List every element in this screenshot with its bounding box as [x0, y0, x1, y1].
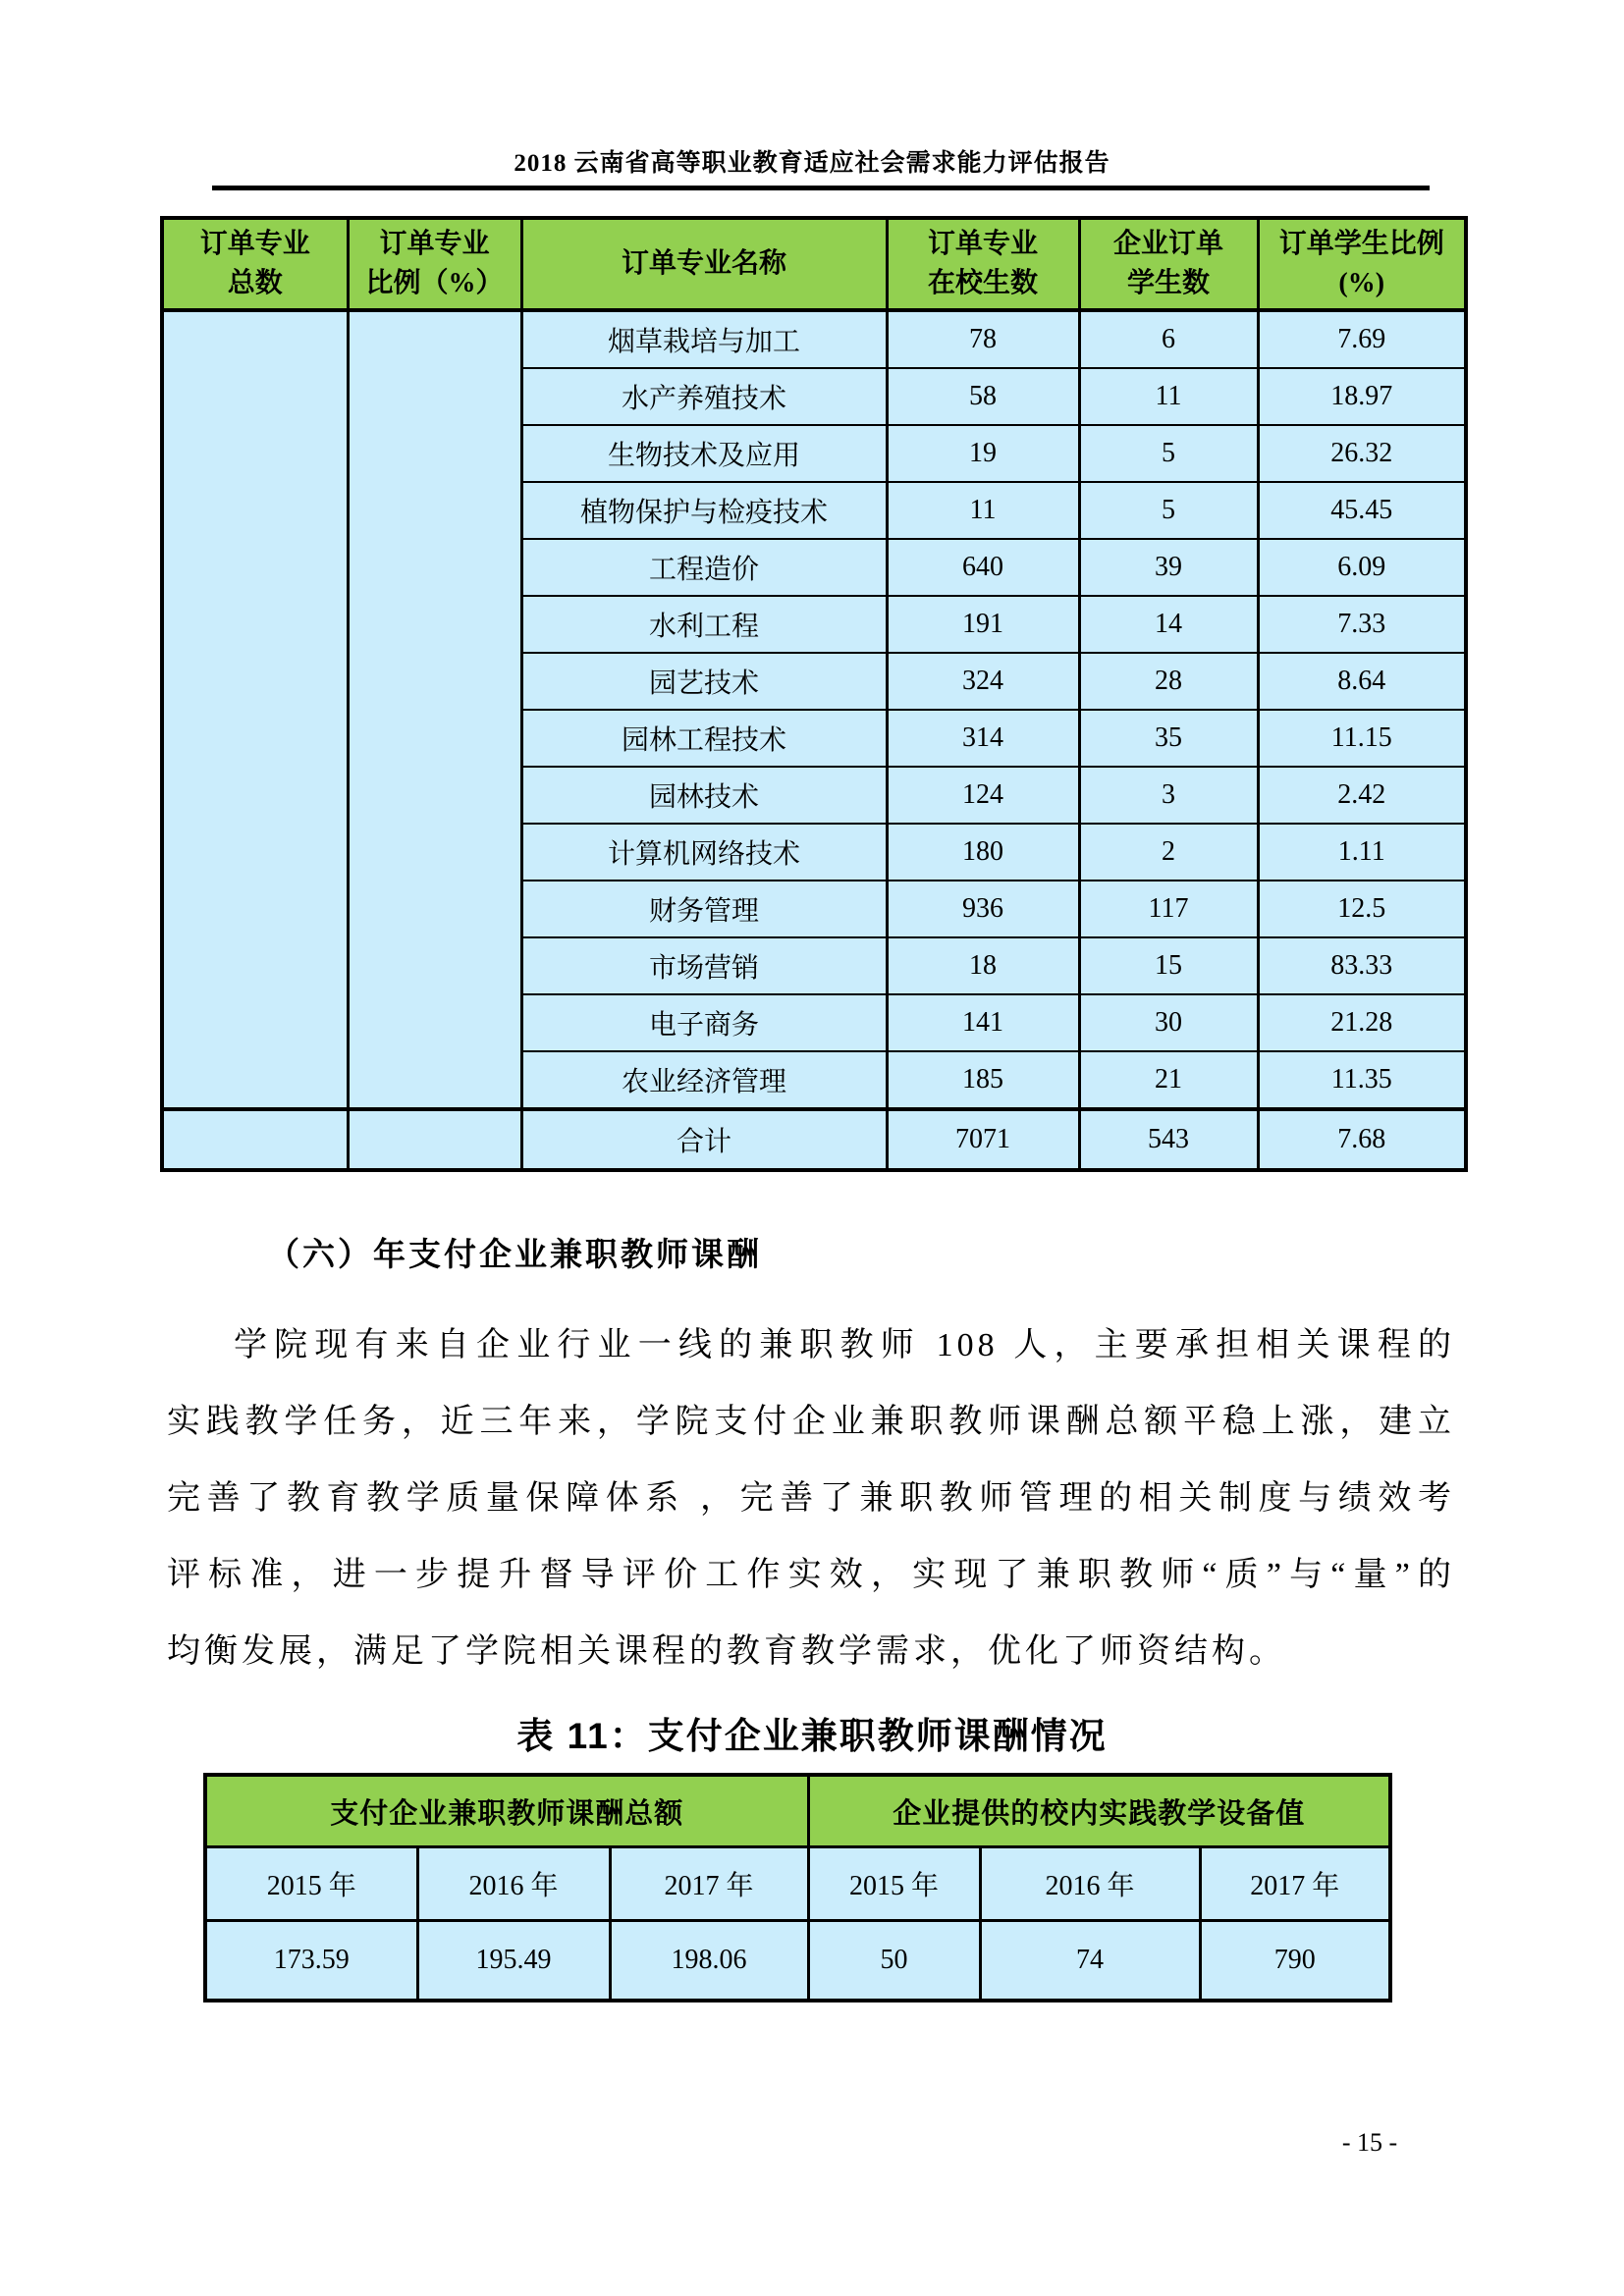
cell-order_students: 21 — [1079, 1051, 1258, 1109]
cell-order_students: 5 — [1079, 425, 1258, 482]
cell-ratio: 6.09 — [1258, 539, 1466, 596]
paragraph-line: 均衡发展，满足了学院相关课程的教育教学需求，优化了师资结构。 — [167, 1633, 1286, 1670]
cell-order_students: 39 — [1079, 539, 1258, 596]
cell-ratio: 26.32 — [1258, 425, 1466, 482]
cell-name: 水产养殖技术 — [521, 368, 887, 425]
t11-year-cell: 2016 年 — [417, 1847, 610, 1921]
col-header-line: 比例（%） — [365, 268, 504, 298]
col-header-total — [162, 218, 348, 310]
order-table-header-row — [162, 218, 1466, 310]
teacher-pay-table — [203, 1773, 1392, 2002]
merged-total-cell — [162, 310, 348, 1109]
cell-ratio: 83.33 — [1258, 937, 1466, 994]
col-header-line: 订单专业 — [927, 229, 1038, 259]
cell-name: 工程造价 — [521, 539, 887, 596]
cell-ratio: 11.15 — [1258, 710, 1466, 767]
t11-value-cell: 198.06 — [610, 1921, 808, 2002]
cell-ratio: 8.64 — [1258, 653, 1466, 710]
t11-value-cell: 173.59 — [205, 1921, 417, 2002]
total-label: 合计 — [521, 1109, 887, 1170]
total-empty-cell-1 — [162, 1109, 348, 1170]
cell-enrolled: 19 — [887, 425, 1079, 482]
t11-year-cell: 2016 年 — [980, 1847, 1200, 1921]
t11-year-cell: 2017 年 — [1200, 1847, 1390, 1921]
cell-ratio: 12.5 — [1258, 881, 1466, 937]
order-specialty-table — [160, 216, 1468, 1172]
paragraph-line: 评标准，进一步提升督导评价工作实效，实现了兼职教师“质”与“量”的 — [167, 1557, 1455, 1593]
col-header-line: 在校生数 — [927, 268, 1038, 298]
paragraph-line: 实践教学任务，近三年来，学院支付企业兼职教师课酬总额平稳上涨，建立 — [167, 1404, 1455, 1440]
cell-ratio: 21.28 — [1258, 994, 1466, 1051]
table11-caption: 表 11：支付企业兼职教师课酬情况 — [516, 1716, 1108, 1756]
t11-value-cell: 50 — [808, 1921, 980, 2002]
cell-name: 园林工程技术 — [521, 710, 887, 767]
total-ratio: 7.68 — [1258, 1109, 1466, 1170]
cell-ratio: 7.33 — [1258, 596, 1466, 653]
t11-value-cell: 74 — [980, 1921, 1200, 2002]
table-total-row — [162, 1109, 1466, 1170]
cell-order_students: 28 — [1079, 653, 1258, 710]
col-header-line: 学生数 — [1126, 268, 1210, 298]
col-header-enrolled — [887, 218, 1079, 310]
col-header-line: 订单专业 — [379, 229, 490, 259]
paragraph-line: 学院现有来自企业行业一线的兼职教师 108 人，主要承担相关课程的 — [234, 1327, 1455, 1363]
body-paragraph — [167, 1308, 1455, 1690]
col-header-line: 订单学生比例 — [1278, 229, 1444, 259]
t11-value-cell: 195.49 — [417, 1921, 610, 2002]
cell-name: 烟草栽培与加工 — [521, 310, 887, 368]
t11-group-header-row — [205, 1775, 1390, 1847]
cell-order_students: 6 — [1079, 310, 1258, 368]
cell-enrolled: 936 — [887, 881, 1079, 937]
cell-enrolled: 324 — [887, 653, 1079, 710]
cell-name: 园林技术 — [521, 767, 887, 824]
cell-enrolled: 11 — [887, 482, 1079, 539]
cell-name: 农业经济管理 — [521, 1051, 887, 1109]
cell-name: 园艺技术 — [521, 653, 887, 710]
cell-order_students: 30 — [1079, 994, 1258, 1051]
col-header-line: 总数 — [227, 268, 283, 298]
col-header-order-students — [1079, 218, 1258, 310]
order-table-body — [162, 310, 1466, 1170]
cell-enrolled: 124 — [887, 767, 1079, 824]
paragraph-line: 完善了教育教学质量保障体系 ，完善了兼职教师管理的相关制度与绩效考 — [167, 1480, 1455, 1517]
page-number: - 15 - — [1341, 2128, 1398, 2157]
cell-name: 生物技术及应用 — [521, 425, 887, 482]
cell-enrolled: 58 — [887, 368, 1079, 425]
col-header-line: 订单专业名称 — [621, 248, 786, 279]
table-row — [162, 310, 1466, 368]
t11-year-cell: 2015 年 — [808, 1847, 980, 1921]
cell-enrolled: 78 — [887, 310, 1079, 368]
cell-order_students: 14 — [1079, 596, 1258, 653]
cell-ratio: 18.97 — [1258, 368, 1466, 425]
cell-name: 财务管理 — [521, 881, 887, 937]
total-empty-cell-2 — [348, 1109, 521, 1170]
t11-value-row — [205, 1921, 1390, 2002]
cell-order_students: 15 — [1079, 937, 1258, 994]
cell-enrolled: 18 — [887, 937, 1079, 994]
report-title: 2018 云南省高等职业教育适应社会需求能力评估报告 — [514, 150, 1110, 177]
cell-order_students: 35 — [1079, 710, 1258, 767]
cell-name: 计算机网络技术 — [521, 824, 887, 881]
cell-enrolled: 314 — [887, 710, 1079, 767]
t11-year-header-row — [205, 1847, 1390, 1921]
cell-order_students: 3 — [1079, 767, 1258, 824]
cell-ratio: 1.11 — [1258, 824, 1466, 881]
t11-value-cell: 790 — [1200, 1921, 1390, 2002]
col-header-ratio-pct — [348, 218, 521, 310]
cell-enrolled: 191 — [887, 596, 1079, 653]
cell-name: 电子商务 — [521, 994, 887, 1051]
total-order-students: 543 — [1079, 1109, 1258, 1170]
t11-group-header-pay: 支付企业兼职教师课酬总额 — [205, 1775, 808, 1847]
cell-enrolled: 141 — [887, 994, 1079, 1051]
cell-enrolled: 185 — [887, 1051, 1079, 1109]
col-header-line: 订单专业 — [199, 229, 310, 259]
cell-enrolled: 180 — [887, 824, 1079, 881]
cell-name: 水利工程 — [521, 596, 887, 653]
cell-order_students: 11 — [1079, 368, 1258, 425]
t11-year-cell: 2015 年 — [205, 1847, 417, 1921]
header-rule — [212, 186, 1430, 190]
cell-ratio: 7.69 — [1258, 310, 1466, 368]
total-enrolled: 7071 — [887, 1109, 1079, 1170]
t11-year-cell: 2017 年 — [610, 1847, 808, 1921]
cell-ratio: 11.35 — [1258, 1051, 1466, 1109]
cell-enrolled: 640 — [887, 539, 1079, 596]
t11-group-header-equipment: 企业提供的校内实践教学设备值 — [808, 1775, 1390, 1847]
col-header-student-ratio — [1258, 218, 1466, 310]
col-header-specialty-name — [521, 218, 887, 310]
col-header-line: (%) — [1338, 268, 1385, 298]
section-heading: （六）年支付企业兼职教师课酬 — [267, 1238, 762, 1273]
cell-order_students: 2 — [1079, 824, 1258, 881]
merged-ratio-cell — [348, 310, 521, 1109]
cell-ratio: 45.45 — [1258, 482, 1466, 539]
cell-name: 市场营销 — [521, 937, 887, 994]
col-header-line: 企业订单 — [1112, 229, 1223, 259]
cell-order_students: 117 — [1079, 881, 1258, 937]
cell-order_students: 5 — [1079, 482, 1258, 539]
cell-ratio: 2.42 — [1258, 767, 1466, 824]
cell-name: 植物保护与检疫技术 — [521, 482, 887, 539]
